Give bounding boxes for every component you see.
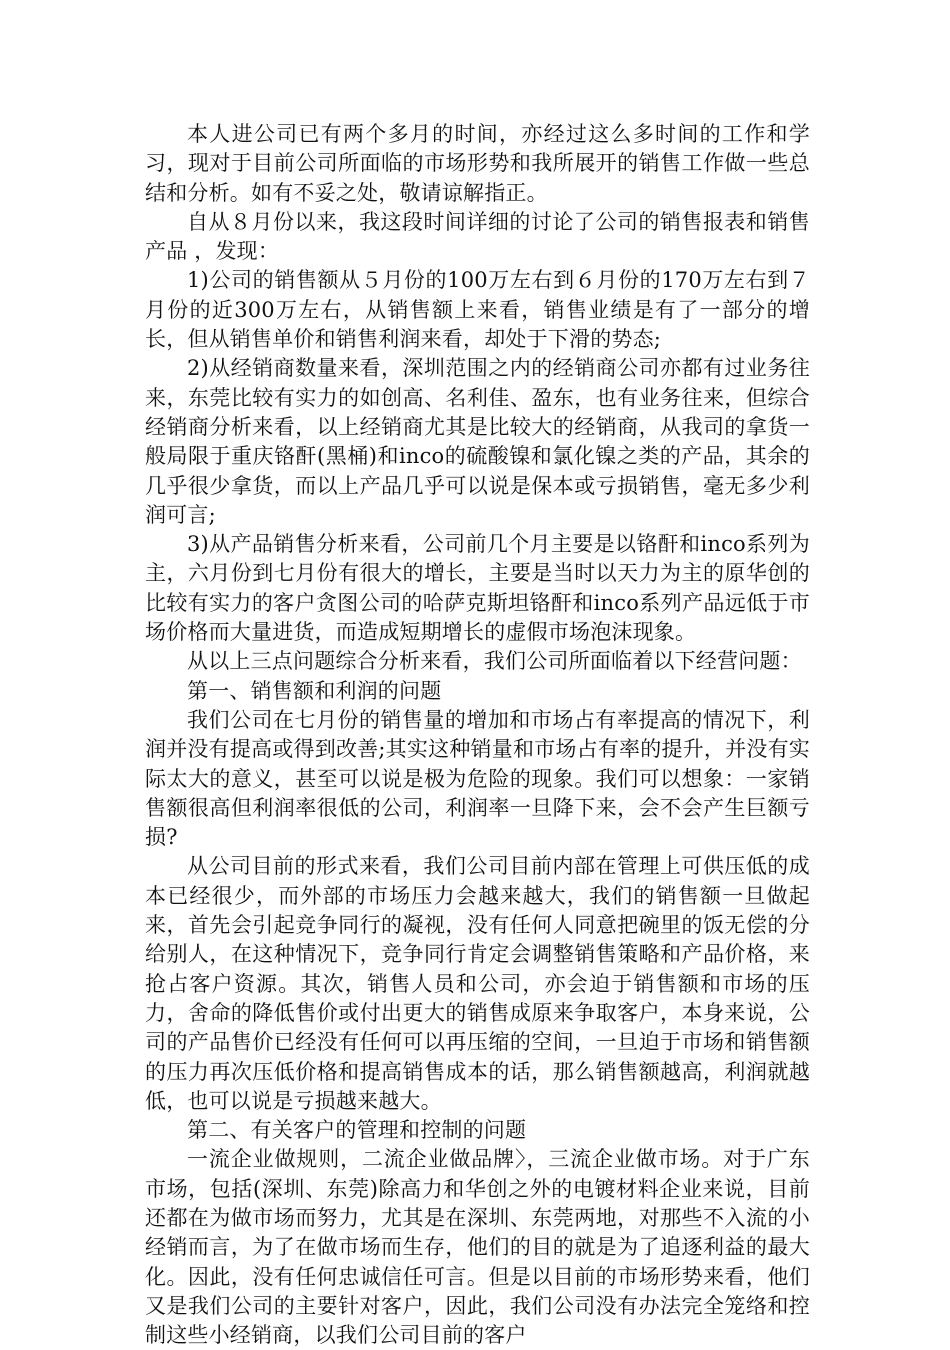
analysis-intro-paragraph: 自从８月份以来，我这段时间详细的讨论了公司的销售报表和销售产品 ，发现：: [145, 209, 810, 264]
finding-products-paragraph: 3)从产品销售分析来看，公司前几个月主要是以铬酐和inco系列为主，六月份到七月份有很大的增长，主要是当时以天力为主的原华创的比较有实力的客户贪图公司的哈萨克斯坦铬酐和inco系列产品远低于市场价格而大量进货，而造成短期增长的虚假市场泡沫现象。: [145, 532, 810, 645]
finding-sales-paragraph: 1)公司的销售额从５月份的100万左右到６月份的170万左右到７月份的近300万左右，从销售额上来看，销售业绩是有了一部分的增长，但从销售单价和销售利润来看，却处于下滑的势态;: [145, 268, 810, 352]
section-heading-customer-management: 第二、有关客户的管理和控制的问题: [187, 1118, 527, 1143]
document-body: [145, 120, 810, 1350]
intro-paragraph: 本人进公司已有两个多月的时间，亦经过这么多时间的工作和学习，现对于目前公司所面临的市场形势和我所展开的销售工作做一些总结和分析。如有不妥之处，敬请谅解指正。: [145, 122, 810, 205]
summary-paragraph: 从以上三点问题综合分析来看，我们公司所面临着以下经营问题：: [187, 649, 802, 674]
sales-profit-paragraph: 我们公司在七月份的销售量的增加和市场占有率提高的情况下，利润并没有提高或得到改善;其实这种销量和市场占有率的提升，并没有实际太大的意义，甚至可以说是极为危险的现象。我们可以想象：一家销售额很高但利润率很低的公司，利润率一旦降下来，会不会产生巨额亏损?: [145, 707, 810, 850]
section-heading-sales-profit: 第一、销售额和利润的问题: [187, 678, 442, 703]
customer-management-paragraph: 一流企业做规则，二流企业做品牌〉，三流企业做市场。对于广东市场，包括(深圳、东莞)除高力和华创之外的电镀材料企业来说，目前还都在为做市场而努力，尤其是在深圳、东莞两地，对那些不入流的小经销而言，为了在做市场而生存，他们的目的就是为了追逐利益的最大化。因此，没有任何忠诚信任可言。但是以目前的市场形势来看，他们又是我们公司的主要针对客户，因此，我们公司没有办法完全笼络和控制这些小经销商，以我们公司目前的客户: [145, 1147, 810, 1348]
current-situation-paragraph: 从公司目前的形式来看，我们公司目前内部在管理上可供压低的成本已经很少，而外部的市场压力会越来越大，我们的销售额一旦做起来，首先会引起竞争同行的凝视，没有任何人同意把碗里的饭无偿的分给别人，在这种情况下，竞争同行肯定会调整销售策略和产品价格，来抢占客户资源。其次，销售人员和公司，亦会迫于销售额和市场的压力，舍命的降低售价或付出更大的销售成原来争取客户，本身来说，公司的产品售价已经没有任何可以再压缩的空间，一旦迫于市场和销售额的压力再次压低价格和提高销售成本的话，那么销售额越高，利润就越低，也可以说是亏损越来越大。: [145, 854, 810, 1113]
finding-distributors-paragraph: 2)从经销商数量来看，深圳范围之内的经销商公司亦都有过业务往来，东莞比较有实力的如创高、名利佳、盈东，也有业务往来，但综合经销商分析来看，以上经销商尤其是比较大的经销商，从我司的拿货一般局限于重庆铬酐(黑桶)和inco的硫酸镍和氯化镍之类的产品，其余的几乎很少拿货，而以上产品几乎可以说是保本或亏损销售，毫无多少利润可言;: [145, 356, 810, 527]
